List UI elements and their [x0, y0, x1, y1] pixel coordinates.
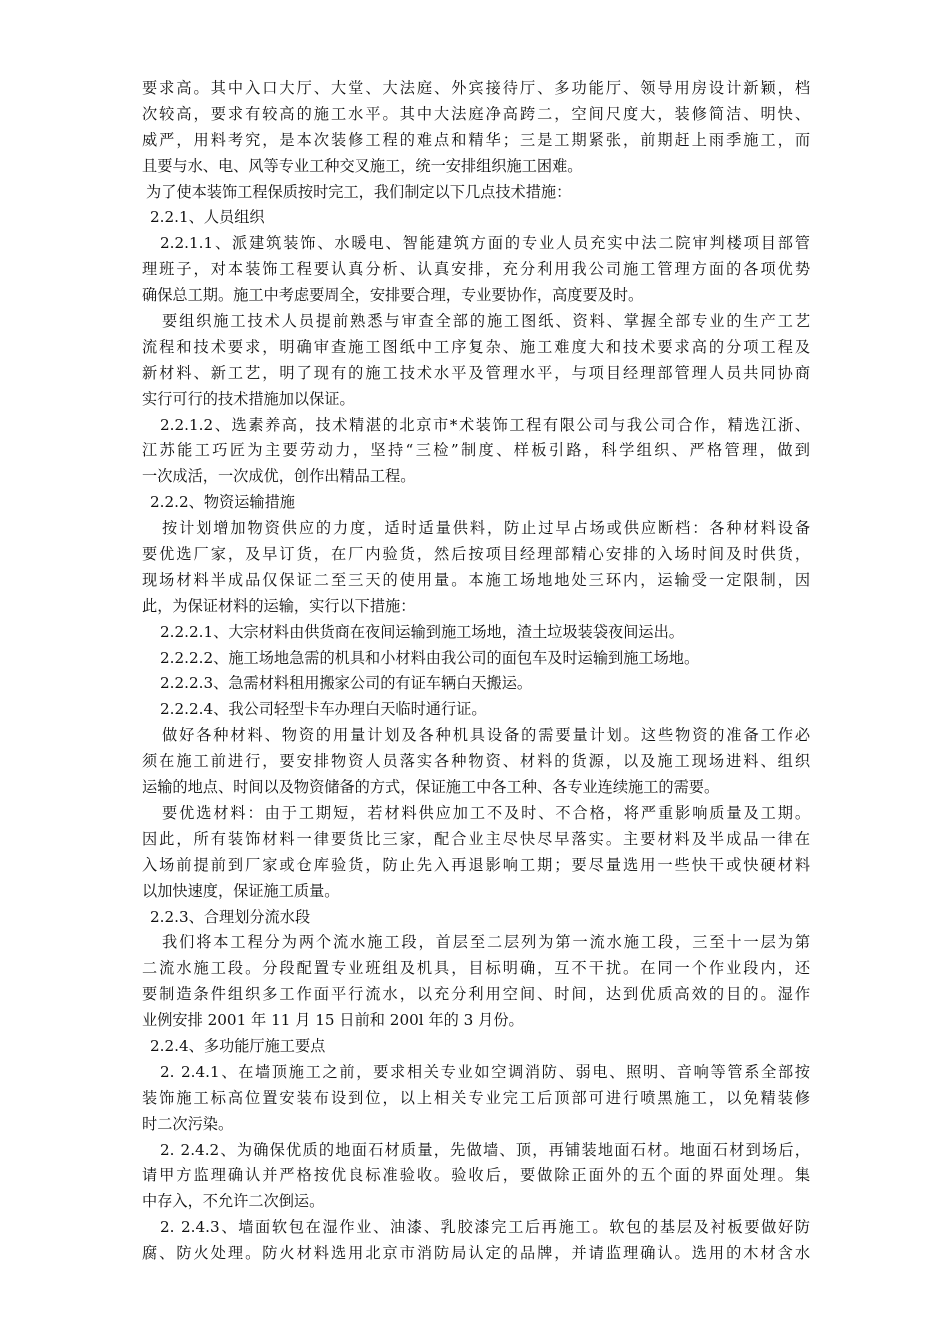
text-line: 时二次污染。	[142, 1114, 234, 1133]
text-line: 业例安排 2001 年 11 月 15 日前和 200l 年的 3 月份。	[142, 1011, 524, 1030]
text-line: 做好各种材料、物资的用量计划及各种机具设备的需要量计划。这些物资的准备工作必	[162, 726, 810, 745]
text-line: 2.2.3、合理划分流水段	[150, 907, 311, 926]
text-line: 请甲方监理确认并严格按优良标准验收。验收后，要做除正面外的五个面的界面处理。集	[142, 1166, 810, 1185]
text-line: 腐、防火处理。防火材料选用北京市消防局认定的品牌，并请监理确认。选用的木材含水	[142, 1244, 810, 1263]
text-line: 2.2.1、人员组织	[150, 208, 265, 227]
text-line: 新材料、新工艺，明了现有的施工技术水平及管理水平，与项目经理部管理人员共同协商	[142, 363, 810, 382]
text-line: 2. 2.4.1、在墙顶施工之前，要求相关专业如空调消防、弱电、照明、音响等管系全部按	[160, 1062, 810, 1081]
text-line: 2.2.1.2、选素养高，技术精湛的北京市*术装饰工程有限公司与我公司合作，精选江浙、	[160, 415, 810, 434]
text-line: 次较高，要求有较高的施工水平。其中大法庭净高跨二，空间尺度大，装修简洁、明快、	[142, 104, 810, 123]
text-line: 威严，用料考究，是本次装修工程的难点和精华；三是工期紧张，前期赶上雨季施工，而	[142, 130, 810, 149]
text-line: 为了使本装饰工程保质按时完工，我们制定以下几点技术措施：	[146, 182, 572, 201]
text-line: 2.2.2、物资运输措施	[150, 493, 295, 512]
text-line: 确保总工期。施工中考虑要周全，安排要合理，专业要协作，高度要及时。	[142, 286, 644, 305]
text-line: 因此，所有装饰材料一律要货比三家，配合业主尽快尽早落实。主要材料及半成品一律在	[142, 829, 810, 848]
text-line: 要组织施工技术人员提前熟悉与审查全部的施工图纸、资料、掌握全部专业的生产工艺	[162, 312, 810, 331]
text-line: 要优选材料：由于工期短，若材料供应加工不及时、不合格，将严重影响质量及工期。	[162, 803, 810, 822]
text-line: 2.2.2.4、我公司轻型卡车办理白天临时通行证。	[160, 700, 487, 719]
text-line: 一次成活，一次成优，创作出精品工程。	[142, 467, 416, 486]
text-line: 2.2.1.1、派建筑装饰、水暖电、智能建筑方面的专业人员充实中法二院审判楼项目部管	[160, 234, 810, 253]
text-line: 2.2.2.2、施工场地急需的机具和小材料由我公司的面包车及时运输到施工场地。	[160, 648, 700, 667]
text-line: 且要与水、电、风等专业工种交叉施工，统一安排组织施工困难。	[142, 156, 583, 175]
text-line: 要优选厂家，及早订货，在厂内验货，然后按项目经理部精心安排的入场时间及时供货，	[142, 545, 810, 564]
text-line: 2.2.2.3、急需材料租用搬家公司的有证车辆白天搬运。	[160, 674, 533, 693]
text-line: 要求高。其中入口大厅、大堂、大法庭、外宾接待厅、多功能厅、领导用房设计新颖，档	[142, 79, 810, 97]
text-line: 装饰施工标高位置安装布设到位，以上相关专业完工后顶部可进行喷黑施工，以免精装修	[142, 1088, 810, 1107]
text-line: 二流水施工段。分段配置专业班组及机具，目标明确，互不干扰。在同一个作业段内，还	[142, 959, 810, 978]
text-line: 以加快速度，保证施工质量。	[142, 881, 340, 900]
text-line: 按计划增加物资供应的力度，适时适量供料，防止过早占场或供应断档：各种材料设备	[162, 519, 810, 538]
text-line: 2.2.2.1、大宗材料由供货商在夜间运输到施工场地，渣土垃圾装袋夜间运出。	[160, 622, 684, 641]
text-line: 2. 2.4.3、墙面软包在湿作业、油漆、乳胶漆完工后再施工。软包的基层及衬板要做好防	[160, 1218, 810, 1237]
text-line: 理班子，对本装饰工程要认真分析、认真安排，充分利用我公司施工管理方面的各项优势	[142, 260, 810, 279]
text-line: 我们将本工程分为两个流水施工段，首层至二层列为第一流水施工段，三至十一层为第	[162, 933, 810, 952]
text-line: 现场材料半成品仅保证二至三天的使用量。本施工场地地处三环内，运输受一定限制，因	[142, 570, 810, 589]
text-line: 此，为保证材料的运输，实行以下措施：	[142, 596, 416, 615]
text-line: 中存入，不允许二次倒运。	[142, 1192, 325, 1211]
text-line: 入场前提前到厂家或仓库验货，防止先入再退影响工期；要尽量选用一些快干或快硬材料	[142, 855, 810, 874]
text-line: 流程和技术要求，明确审查施工图纸中工序复杂、施工难度大和技术要求高的分项工程及	[142, 337, 810, 356]
text-line: 江苏能工巧匠为主要劳动力，坚持“三检”制度、样板引路，科学组织、严格管理，做到	[142, 441, 810, 460]
text-line: 须在施工前进行，要安排物资人员落实各种物资、材料的货源，以及施工现场进料、组织	[142, 752, 810, 771]
text-line: 运输的地点、时间以及物资储备的方式，保证施工中各工种、各专业连续施工的需要。	[142, 778, 720, 797]
text-line: 2.2.4、多功能厅施工要点	[150, 1036, 326, 1055]
document-page	[142, 76, 810, 1267]
text-line: 实行可行的技术措施加以保证。	[142, 389, 355, 408]
text-line: 2. 2.4.2、为确保优质的地面石材质量，先做墙、顶，再铺装地面石材。地面石材到场后，	[160, 1140, 810, 1159]
text-line: 要制造条件组织多工作面平行流水，以充分利用空间、时间，达到优质高效的目的。湿作	[142, 985, 810, 1004]
